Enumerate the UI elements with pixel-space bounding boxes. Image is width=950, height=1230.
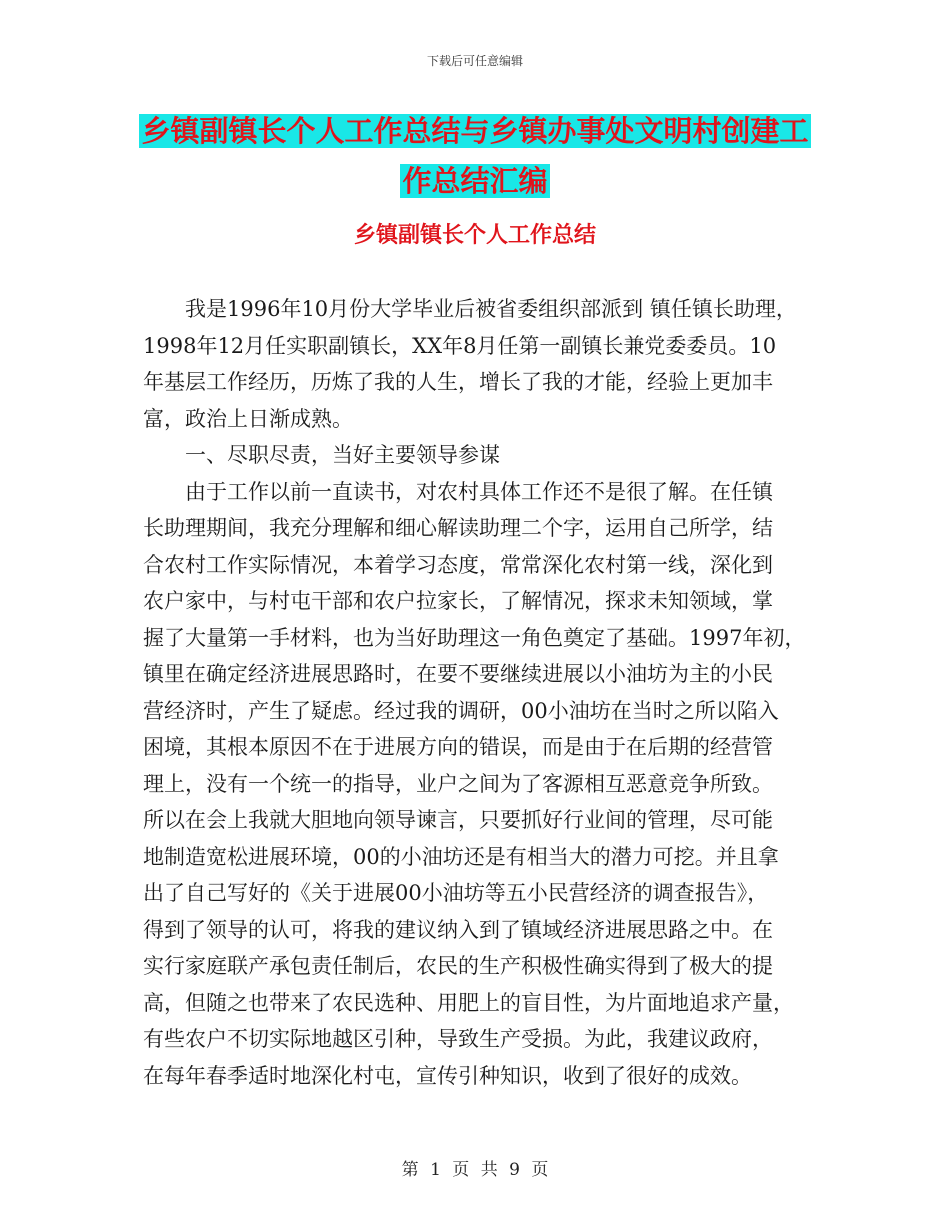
text-line: 得到了领导的认可，将我的建议纳入到了镇域经济进展思路之中。在 xyxy=(143,917,773,942)
text-line: 地制造宽松进展环境，00的小油坊还是有相当大的潜力可挖。并且拿 xyxy=(143,844,779,869)
text-line: 有些农户不切实际地越区引种，导致生产受损。为此，我建议政府， xyxy=(143,1027,773,1051)
text-line: 在每年春季适时地深化村屯，宣传引种知识，收到了很好的成效。 xyxy=(143,1063,752,1088)
text-line: 镇里在确定经济进展思路时，在要不要继续进展以小油坊为主的小民 xyxy=(143,662,773,686)
body-text xyxy=(143,291,813,1094)
text-line: 握了大量第一手材料，也为当好助理这一角色奠定了基础。1997年初， xyxy=(143,625,806,650)
text-line: 高，但随之也带来了农民选种、用肥上的盲目性，为片面地追求产量， xyxy=(143,990,794,1015)
document-title-line-1: 乡镇副镇长个人工作总结与乡镇办事处文明村创建工 xyxy=(141,114,809,148)
text-line: 长助理期间，我充分理解和细心解读助理二个字，运用自己所学，结 xyxy=(143,516,773,540)
document-title xyxy=(0,106,950,206)
text-line: 所以在会上我就大胆地向领导谏言，只要抓好行业间的管理，尽可能 xyxy=(143,808,773,832)
text-line: 实行家庭联产承包责任制后，农民的生产积极性确实得到了极大的提 xyxy=(143,954,773,978)
text-line: 由于工作以前一直读书，对农村具体工作还不是很了解。在任镇 xyxy=(185,479,773,504)
text-line: 富，政治上日渐成熟。 xyxy=(143,406,353,431)
text-line: 困境，其根本原因不在于进展方向的错误，而是由于在后期的经营管 xyxy=(143,735,773,759)
header-note: 下载后可任意编辑 xyxy=(426,54,523,68)
text-line: 1998年12月任实职副镇长，XX年8月任第一副镇长兼党委委员。10 xyxy=(143,333,777,358)
text-line: 农户家中，与村屯干部和农户拉家长，了解情况，探求未知领域，掌 xyxy=(143,589,773,613)
text-line: 一、尽职尽责，当好主要领导参谋 xyxy=(185,443,500,467)
text-line: 出了自己写好的《关于进展00小油坊等五小民营经济的调查报告》， xyxy=(143,881,769,905)
page-number-footer: 第 1 页 共 9 页 xyxy=(401,1160,549,1180)
document-title-line-2: 作总结汇编 xyxy=(402,164,548,198)
section-title: 乡镇副镇长个人工作总结 xyxy=(353,223,596,248)
text-line: 理上，没有一个统一的指导，业户之间为了客源相互恶意竞争所致。 xyxy=(143,771,773,796)
text-line: 年基层工作经历，历炼了我的人生，增长了我的才能，经验上更加丰 xyxy=(143,370,773,394)
text-line: 合农村工作实际情况，本着学习态度，常常深化农村第一线，深化到 xyxy=(143,552,773,577)
text-line: 我是1996年10月份大学毕业后被省委组织部派到 镇任镇长助理， xyxy=(185,297,797,321)
text-line: 营经济时，产生了疑虑。经过我的调研，00小油坊在当时之所以陷入 xyxy=(143,698,779,723)
